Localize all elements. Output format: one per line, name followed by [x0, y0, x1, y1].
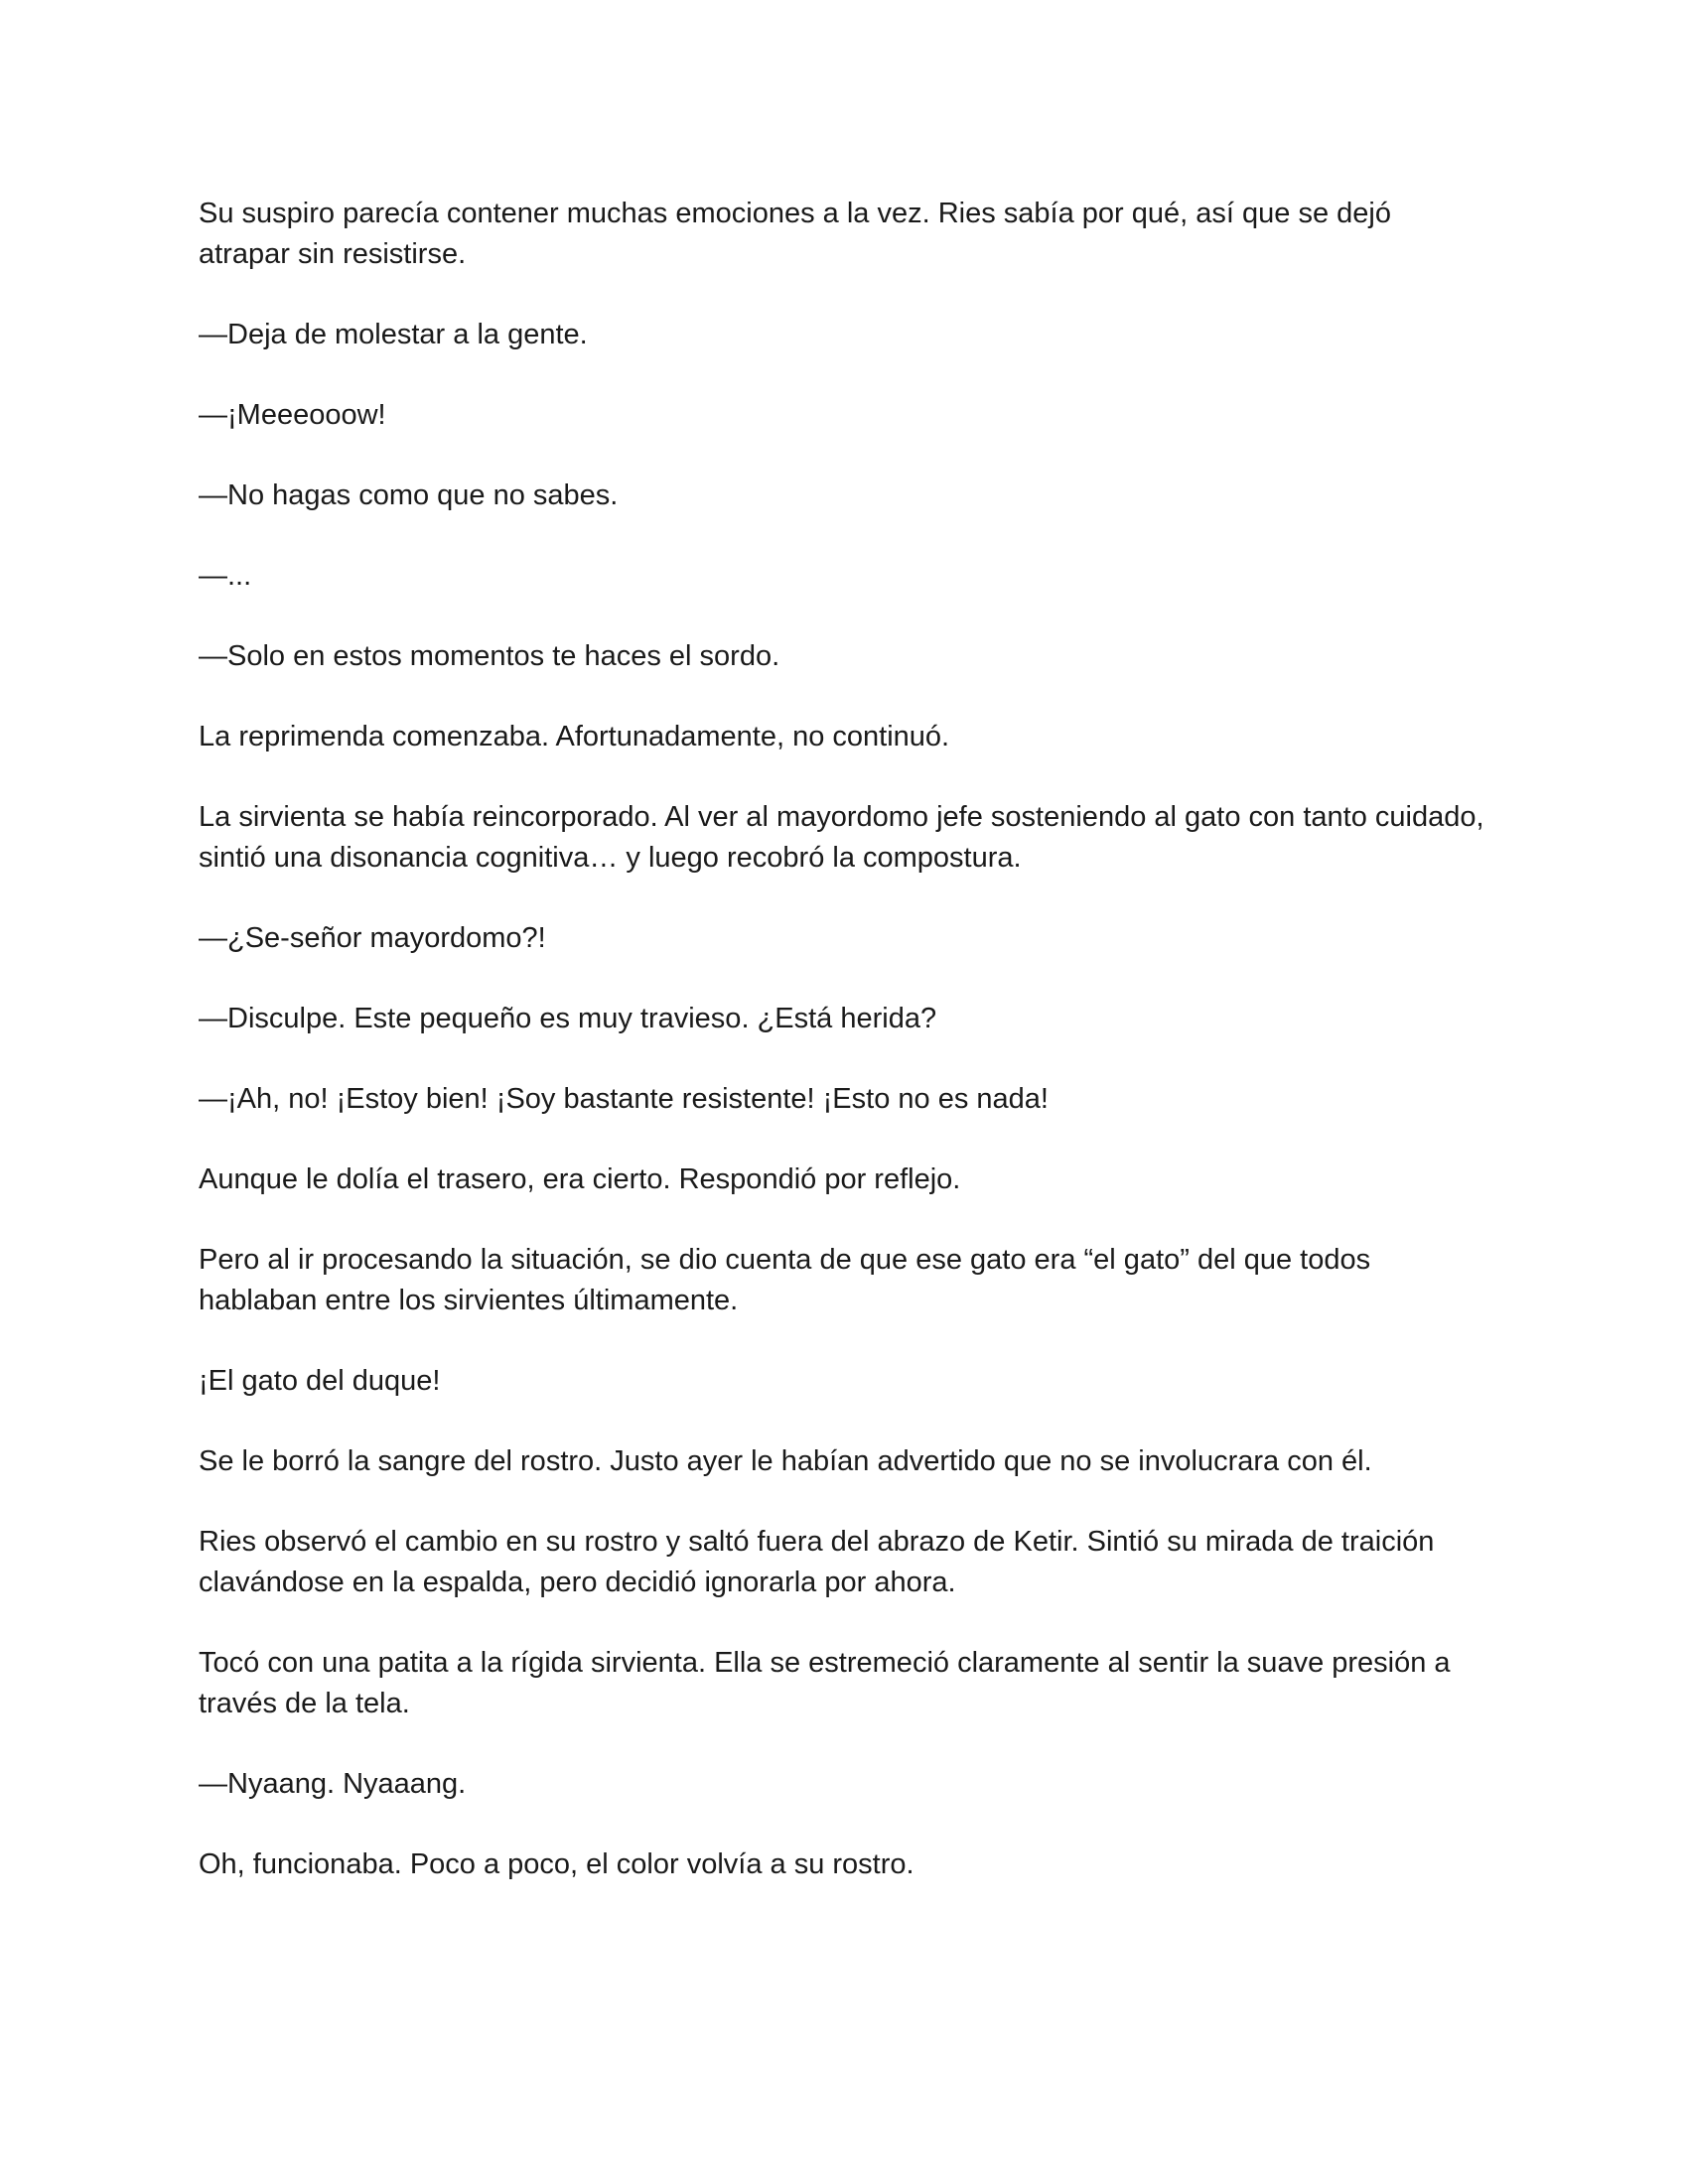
paragraph: Pero al ir procesando la situación, se dio cuenta de que ese gato era “el gato” del que todos hablaban entre los sirvientes últimamente. — [199, 1244, 1371, 1316]
paragraph: Su suspiro parecía contener muchas emociones a la vez. Ries sabía por qué, así que se dejó atrapar sin resistirse. — [199, 198, 1391, 270]
dialogue-line: —Solo en estos momentos te haces el sordo. — [199, 640, 780, 672]
body-text — [199, 194, 1489, 1925]
dialogue-line: —Nyaang. Nyaaang. — [199, 1768, 467, 1800]
paragraph: Tocó con una patita a la rígida sirvienta. Ella se estremeció claramente al sentir la suave presión a través de la tela. — [199, 1647, 1451, 1719]
dialogue-line: —... — [199, 560, 252, 592]
paragraph: La reprimenda comenzaba. Afortunadamente, no continuó. — [199, 721, 950, 752]
dialogue-line: —¡Meeeooow! — [199, 399, 386, 431]
dialogue-line: —Disculpe. Este pequeño es muy travieso. ¿Está herida? — [199, 1003, 937, 1034]
dialogue-line: —¡Ah, no! ¡Estoy bien! ¡Soy bastante resistente! ¡Esto no es nada! — [199, 1083, 1049, 1115]
paragraph: Oh, funcionaba. Poco a poco, el color volvía a su rostro. — [199, 1848, 914, 1880]
dialogue-line: —No hagas como que no sabes. — [199, 479, 619, 511]
paragraph: Aunque le dolía el trasero, era cierto. Respondió por reflejo. — [199, 1163, 961, 1195]
paragraph: Se le borró la sangre del rostro. Justo ayer le habían advertido que no se involucrara con él. — [199, 1445, 1372, 1477]
dialogue-line: —¿Se-señor mayordomo?! — [199, 922, 546, 954]
paragraph: ¡El gato del duque! — [199, 1365, 441, 1397]
paragraph: Ries observó el cambio en su rostro y saltó fuera del abrazo de Ketir. Sintió su mirada de traición clavándose en la espalda, pero decidió ignorarla por ahora. — [199, 1526, 1435, 1598]
dialogue-line: —Deja de molestar a la gente. — [199, 319, 588, 350]
paragraph: La sirvienta se había reincorporado. Al ver al mayordomo jefe sosteniendo al gato con tanto cuidado, sintió una disonancia cognitiva… y luego recobró la compostura. — [199, 801, 1484, 874]
